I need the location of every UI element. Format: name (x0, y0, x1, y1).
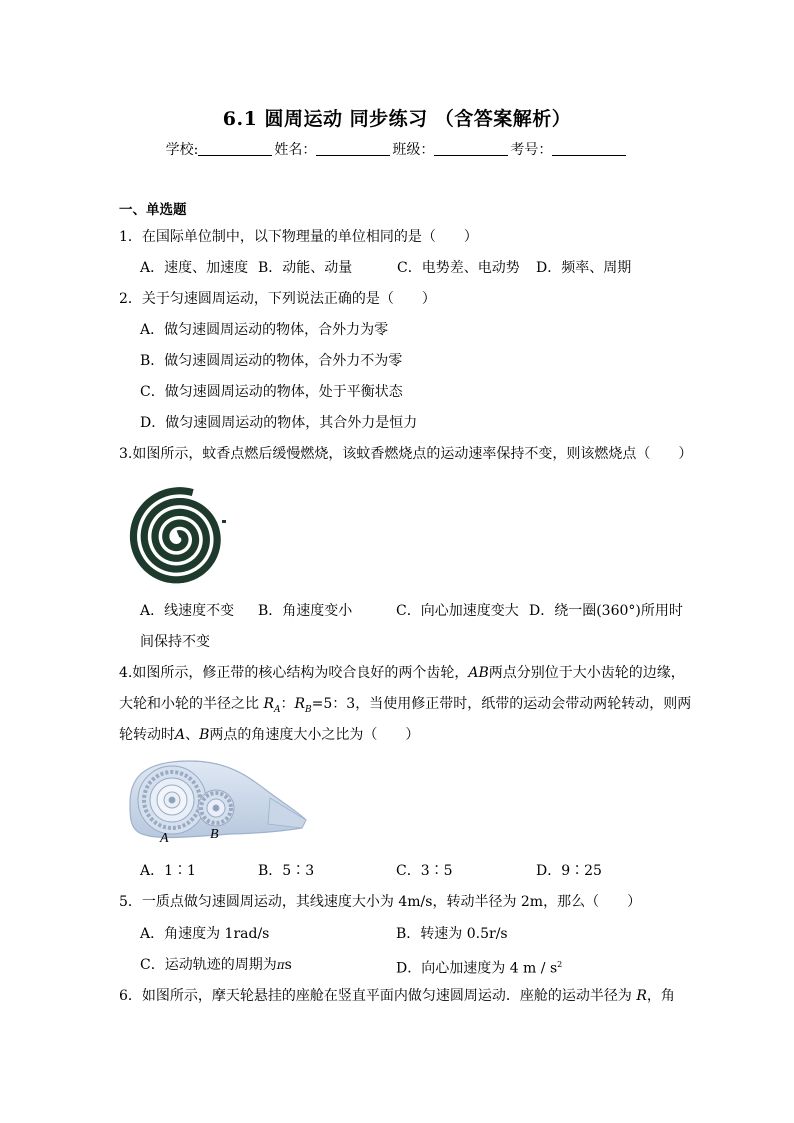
name-label: 姓名： (274, 142, 317, 158)
question-3-option-c: C．向心加速度变大 (396, 603, 519, 619)
question-4-stem-line-3: 轮转动时A、B两点的角速度大小之比为（ ） (119, 727, 420, 743)
question-1-option-d: D．频率、周期 (536, 260, 632, 276)
correction-tape-figure (120, 758, 310, 848)
gear-label-a: A (160, 831, 169, 846)
mosquito-coil-figure (118, 478, 238, 596)
question-1-option-b: B．动能、动量 (258, 260, 353, 276)
class-blank (434, 141, 508, 156)
question-2-stem: 2．关于匀速圆周运动，下列说法正确的是（ ） (119, 291, 436, 307)
question-1-option-a: A．速度、加速度 (140, 260, 249, 276)
question-5-option-d: D．向心加速度为 4 m / $s^2$ (396, 960, 563, 977)
question-1-stem: 1．在国际单位制中，以下物理量的单位相同的是（ ） (119, 229, 478, 245)
question-5-stem: 5．一质点做匀速圆周运动，其线速度大小为 4m/s，转动半径为 2m，那么（ ） (119, 894, 642, 910)
question-5-option-a: A．角速度为 1rad/s (140, 926, 270, 942)
exam-no-label: 考号： (510, 142, 553, 158)
question-5-option-b: B．转速为 0.5r/s (396, 926, 508, 942)
name-blank (316, 141, 390, 156)
question-3-option-a: A．线速度不变 (140, 603, 235, 619)
question-3-stem: 3.如图所示，蚊香点燃后缓慢燃烧，该蚊香燃烧点的运动速率保持不变，则该燃烧点（ ） (119, 446, 693, 462)
section-heading: 一、单选题 (119, 202, 187, 218)
gear-label-b: B (210, 827, 219, 842)
question-5-option-c: C．运动轨迹的周期为πs (140, 957, 292, 973)
student-info-line (0, 139, 794, 159)
question-4-option-a: A．1∶1 (140, 863, 196, 879)
question-4-stem-line-1: 4.如图所示，修正带的核心结构为咬合良好的两个齿轮，AB两点分别位于大小齿轮的边缘， (119, 665, 685, 681)
question-2-option-b: B．做匀速圆周运动的物体，合外力不为零 (140, 353, 403, 369)
school-label: 学校: (165, 142, 199, 158)
question-3-option-b: B．角速度变小 (258, 603, 353, 619)
question-4-option-b: B．5∶3 (258, 863, 315, 879)
question-4-option-c: C．3∶5 (396, 863, 453, 879)
class-label: 班级： (392, 142, 435, 158)
question-4-stem-line-2: 大轮和小轮的半径之比 $R_A$：$R_B=5$：3，当使用修正带时，纸带的运动会带动两轮转动，则两 (119, 696, 692, 715)
school-blank (198, 141, 272, 156)
question-3-option-d-continued: 间保持不变 (140, 634, 210, 650)
question-2-option-d: D．做匀速圆周运动的物体，其合外力是恒力 (140, 415, 418, 431)
question-1-option-c: C．电势差、电动势 (397, 260, 520, 276)
page-title: 6.1 圆周运动 同步练习 （含答案解析） (222, 108, 572, 130)
question-2-option-c: C．做匀速圆周运动的物体，处于平衡状态 (140, 384, 403, 400)
large-gear (138, 766, 206, 834)
small-gear (198, 790, 234, 826)
question-3-option-d: D．绕一圈(360°)所用时 (529, 603, 683, 619)
question-2-option-a: A．做匀速圆周运动的物体，合外力为零 (140, 322, 389, 338)
question-6-stem: 6．如图所示，摩天轮悬挂的座舱在竖直平面内做匀速圆周运动．座舱的运动半径为 R，角 (119, 988, 675, 1004)
question-4-option-d: D．9∶25 (536, 863, 602, 879)
exam-no-blank (552, 141, 626, 156)
